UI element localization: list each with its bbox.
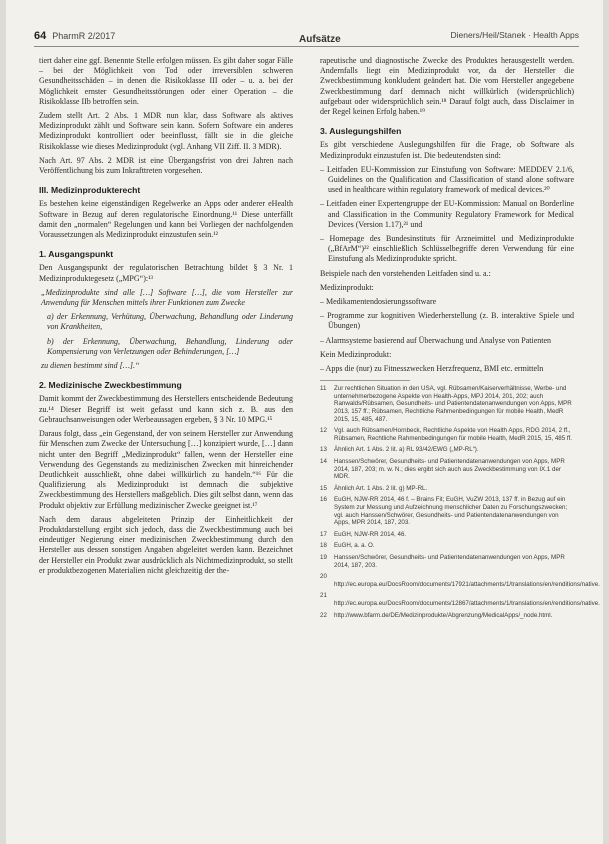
footnote-text: EuGH, a. a. O.	[334, 542, 375, 550]
footnote	[320, 427, 574, 442]
footnote	[320, 531, 574, 539]
paragraph: Medizinprodukt:	[320, 282, 374, 292]
paragraph: Damit kommt der Zweckbestimmung des Herstellers entscheidende Bedeutung zu.¹⁴ Dieser Begriff ist weit gefasst und kann sich z. B. aus den Gebrauchsanweisungen oder Werbeaussagen ergeben, § 3 Nr. 10 MPG.¹⁵	[39, 394, 293, 424]
paragraph: Es gibt verschiedene Auslegungshilfen für die Frage, ob Software als Medizinprodukt einzustufen ist. Die bedeutendsten sind:	[320, 140, 574, 160]
footnote-text: http://ec.europa.eu/DocsRoom/documents/12867/attachments/1/translations/en/renditions/native.	[334, 599, 600, 607]
footnote	[320, 496, 574, 526]
paragraph: tiert daher eine ggf. Benennte Stelle erfolgen müssen. Es gibt daher sogar Fälle – bei der Möglichkeit von Tod oder irreversiblen schweren Gesundheitsschäden – in denen die Risikoklasse III oder – u. a. bei der Möglichkeit ernster Gesundheitsstörungen oder einer Operation – die Risikoklasse IIb betroffen sein.	[39, 56, 293, 106]
footnote	[320, 612, 574, 620]
right-column	[320, 56, 600, 623]
footnote-number: 19	[320, 553, 327, 561]
footnote	[320, 385, 574, 423]
footnote-number: 22	[320, 611, 327, 619]
footnote-text: http://ec.europa.eu/DocsRoom/documents/17921/attachments/1/translations/en/renditions/native.	[334, 580, 600, 588]
footnote-rule	[320, 380, 410, 381]
paragraph: Daraus folgt, dass „ein Gegenstand, der von seinem Hersteller zur Anwendung für Menschen zum Zwecke der Untersuchung […] konzipiert wurde, […] dann nicht unter den Begriff „Medizinprodukt“ fallen, wenn der Hersteller eine Verwendung des Gegenstands zu medizinischen Zwecken mit hinreichender Deutlichkeit ausschließt, ohne dabei willkürlich zu handeln.“¹⁶ Für die Qualifizierung als Medizinprodukt ist demnach die subjektive Zweckbestimmung des Herstellers maßgeblich. Dies gilt selbst dann, wenn das Produkt objektiv zur Erfüllung medizinischer Zwecke geeignet ist.¹⁷	[39, 429, 293, 510]
paragraph: Beispiele nach den vorstehenden Leitfaden sind u. a.:	[320, 268, 491, 278]
journal-issue: PharmR 2/2017	[52, 31, 116, 41]
footnote	[320, 446, 574, 454]
footnote-number: 21	[320, 592, 327, 600]
list-item: – Leitfaden einer Expertengruppe der EU-Kommission: Manual on Borderline and Classification in the Community Regulatory Framework for Medical Devices (Version 1.17),²¹ und	[320, 199, 574, 229]
quote: a) der Erkennung, Verhütung, Überwachung, Behandlung oder Linderung von Krankheiten,	[47, 312, 293, 332]
footnote-number: 17	[320, 530, 327, 538]
footnote-text: Ähnlich Art. 1 Abs. 2 lit. a) RL 93/42/EWG („MP-RL“).	[334, 446, 479, 454]
list-item: – Programme zur kognitiven Wiederherstellung (z. B. interaktive Spiele und Übungen)	[320, 311, 574, 331]
paragraph: Nach Art. 97 Abs. 2 MDR ist eine Übergangsfrist von drei Jahren nach Veröffentlichung bis zum Inkrafttreten vorgesehen.	[39, 155, 293, 176]
footnote-number: 16	[320, 496, 327, 504]
footnote	[320, 485, 574, 493]
running-header	[34, 26, 579, 46]
header-left	[34, 30, 115, 42]
footnote-number: 12	[320, 427, 327, 435]
footnotes	[320, 385, 600, 619]
header-authors: Dieners/Heil/Stanek · Health Apps	[450, 30, 579, 40]
section-title: Aufsätze	[299, 34, 341, 45]
document-page	[6, 0, 603, 844]
paragraph: Nach dem daraus abgeleiteten Prinzip der Einheitlichkeit der Produktdarstellung ergibt sich jedoch, dass die Zweckbestimmung auch bei eindeutiger Negierung einer medizinischen Zweckbestimmung durch den Hersteller aus dessen sonstigen Angaben abgeleitet werden kann. Bezeichnet der Hersteller ein Produkt zwar ausdrücklich als Nichtmedizinprodukt, so stellt er produktbezogenen Materialien nicht gleichzeitig der the-	[39, 514, 293, 575]
paragraph: Den Ausgangspunkt der regulatorischen Betrachtung bildet § 3 Nr. 1 Medizinproduktegesetz („MPG“):¹³	[39, 263, 293, 283]
footnote-text: Hanssen/Schwörer, Gesundheits- und Patientendatenanwendungen von Apps, MPR 2014, 187, 203; m. w. N.; dies ergibt sich auch aus Zweckbestimmung von IX.1 der MDR.	[334, 458, 565, 481]
footnote	[320, 554, 574, 569]
footnote-number: 15	[320, 484, 327, 492]
quote: b) der Erkennung, Überwachung, Behandlung, Linderung oder Kompensierung von Verletzungen oder Behinderungen, […]	[47, 336, 293, 356]
list-item: – Homepage des Bundesinstituts für Arzneimittel und Medizinprodukte („BfArM“)²² einschließlich Schlüsselbegriffe deren Verwendung für eine Einstufung als Medizinprodukte spricht.	[320, 234, 574, 264]
page-number: 64	[34, 30, 47, 42]
footnote-text: Hanssen/Schwörer, Gesundheits- und Patientendatenanwendungen von Apps, MPR 2014, 187, 203.	[334, 553, 565, 569]
footnote-number: 20	[320, 573, 327, 581]
footnote	[320, 458, 574, 481]
footnote-text: Vgl. auch Rübsamen/Hornbeck, Rechtliche Aspekte von Health Apps, RDG 2014, 2 ff., Rübsamen, Rechtliche Rahmenbedingungen für mobile Health, MedR 2015, 15, 485 ff.	[334, 427, 572, 442]
quote: „Medizinprodukte sind alle […] Software […], die vom Hersteller zur Anwendung für Menschen mittels ihrer Funktionen zum Zwecke	[41, 287, 293, 308]
list-item: – Alarmsysteme basierend auf Überwachung und Analyse von Patienten	[320, 335, 552, 345]
list-item: – Apps die (nur) zu Fitnesszwecken Herzfrequenz, BMI etc. ermitteln	[320, 364, 544, 374]
footnote	[320, 592, 600, 607]
footnote-number: 11	[320, 385, 327, 393]
footnote-text: EuGH, NJW-RR 2014, 46 f. – Brains Fit; EuGH, VuZW 2013, 137 ff. in Bezug auf ein System zur Messung und Aufzeichnung menschlicher Daten zu Forschungszwecken; vgl. auch Hanssen/Schwörer, Gesundheits- und Patientendatenanwendungen von Apps, MPR 2014, 187, 203.	[334, 496, 568, 527]
section-heading: III. Medizinprodukterecht	[39, 185, 141, 196]
footnote-text: EuGH, NJW-RR 2014, 46.	[334, 530, 407, 538]
header-rule	[34, 46, 579, 47]
list-item: – Medikamentendosierungssoftware	[320, 297, 437, 307]
quote: zu dienen bestimmt sind […].“	[41, 361, 140, 371]
section-heading: 1. Ausgangspunkt	[39, 249, 114, 260]
footnote-number: 18	[320, 542, 327, 550]
footnote	[320, 573, 600, 588]
left-column	[39, 56, 293, 580]
paragraph: Kein Medizinprodukt:	[320, 349, 392, 359]
footnote	[320, 542, 574, 550]
list-item: – Leitfaden EU-Kommission zur Einstufung von Software: MEDDEV 2.1/6, Guidelines on the Qualification and Classification of stand alone software used in healthcare within regulatory framework of medical devices.²⁰	[320, 164, 574, 195]
footnote-text: http://www.bfarm.de/DE/Medizinprodukte/Abgrenzung/MedicalApps/_node.html.	[334, 611, 553, 619]
section-heading: 3. Auslegungshilfen	[320, 126, 402, 137]
footnote-text: Ähnlich Art. 1 Abs. 2 lit. g) MP-RL.	[334, 484, 428, 492]
section-heading: 2. Medizinische Zweckbestimmung	[39, 380, 182, 391]
paragraph: Zudem stellt Art. 2 Abs. 1 MDR nun klar, dass Software als aktives Medizinprodukt zählt und Software sein kann. Sofern Software ein anderes Medizinprodukt kontrolliert oder beeinflusst, fällt sie in die gleiche Risikoklasse wie dieses Medizinprodukt (vgl. Anhang VII Ziff. II. 3 MDR).	[39, 111, 293, 151]
footnote-text: Zur rechtlichen Situation in den USA, vgl. Rübsamen/Kaiserverhältnisse, Werbe- und unternehmerbezogene Aspekte von Health-Apps, MPJ 2014, 201, 202; auch Ranwalds/Rübsamen, Gesundheits- und Patientendatenanwendungen von Apps, MPR 2013, 157 ff.; Rübsamen, Rechtliche Rahmenbedingungen für mobile Health, MedR 2015, 15, 485, 487.	[334, 385, 572, 423]
footnote-number: 14	[320, 458, 327, 466]
footnote-number: 13	[320, 446, 327, 454]
paragraph: rapeutische und diagnostische Zwecke des Produktes herausgestellt werden. Andernfalls liegt ein Medizinprodukt vor, da der Hersteller die Zweckbestimmung konkludent geändert hat. Die vom Hersteller angegebene Zweckbestimmung darf demnach nicht willkürlich (widersprüchlich) aufgebaut oder widersprüchlich sein.¹⁸ Darauf folgt auch, dass Disclaimer in der Regel keinen Erfolg haben.¹⁹	[320, 56, 574, 117]
paragraph: Es bestehen keine eigenständigen Regelwerke an Apps oder anderer eHealth Software in Bezug auf deren regulatorische Einordnung.¹¹ Diese unterfällt damit den „normalen“ Regelungen und kann bei Vorliegen der nachfolgenden Voraussetzungen als Medizinprodukt einzustufen sein.¹²	[39, 199, 293, 240]
